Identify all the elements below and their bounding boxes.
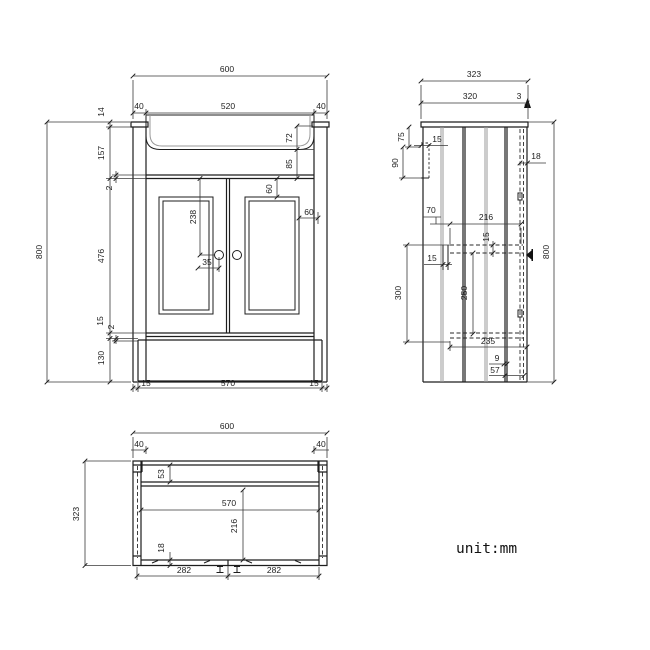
front-dimension-ticks [45,74,330,391]
dim-front-handle-offset: 35 [202,257,212,267]
dim-front-panel-top-inset: 60 [264,184,274,194]
dim-front-basin-to-doors: 85 [284,159,294,169]
dim-plan-corner-right: 40 [316,439,326,449]
front-view [34,64,329,392]
dim-front-door-height: 476 [96,248,106,264]
dim-plan-overall-width: 600 [219,421,235,431]
dim-side-overall-depth: 323 [466,69,482,79]
dim-front-bottom-reveal: 2 [106,324,116,330]
dim-plan-door-right-width: 282 [266,565,282,575]
dim-front-panel-side-inset: 60 [304,207,314,217]
dim-plan-interior-depth: 216 [229,518,239,534]
dim-side-back-gap: 3 [516,91,522,101]
plan-dimension-lines [85,433,329,580]
dim-front-handle-drop: 238 [188,209,198,225]
dim-side-rail-offset: 70 [426,205,436,215]
dim-front-basin-width: 520 [220,101,236,111]
side-dimension-ticks [401,79,557,385]
side-view [390,69,556,384]
plan-hinge-marks [152,561,301,564]
dim-front-overall-width: 600 [219,64,235,74]
dim-plan-overall-depth: 323 [71,506,81,522]
wall-bracket-hidden [421,143,429,178]
dim-plan-corner-left: 40 [134,439,144,449]
dim-plan-door-left-width: 282 [176,565,192,575]
dim-plan-back-rail-depth: 53 [156,469,166,479]
dim-front-post-left: 40 [134,101,144,111]
dim-side-support-width: 15 [427,253,437,263]
dim-plan-interior-width: 570 [221,498,237,508]
dim-side-shelf-thickness: 15 [481,232,491,242]
side-dimension-lines [399,81,554,382]
dim-side-shelf-depth: 216 [478,212,494,222]
basin-outline [146,115,314,150]
plan-dimension-ticks [83,431,330,579]
dim-front-post-right: 40 [316,101,326,111]
right-door-handle [233,251,242,260]
plan-door-bumper-icons [217,567,241,573]
dim-side-bracket-width: 15 [432,134,442,144]
dim-side-toe-depth: 57 [490,365,500,375]
dim-side-overall-height: 800 [541,244,551,260]
dim-front-plinth-height: 130 [96,350,106,366]
dim-side-shelf-height: 250 [459,285,469,301]
dim-front-overall-height: 800 [34,244,44,260]
front-dimension-lines [47,76,327,392]
dim-front-plinth-inset-right: 15 [309,378,319,388]
dim-side-bottom-depth: 235 [480,336,496,346]
dim-front-under-door-gap: 15 [95,316,105,326]
dim-side-toe-lip: 9 [494,353,500,363]
dim-side-door-thickness: 18 [531,151,541,161]
dim-plan-door-thickness: 18 [156,543,166,553]
dim-side-bracket-drop: 75 [396,132,406,142]
dim-front-plinth-width: 570 [220,378,236,388]
dim-front-cap-height: 14 [96,107,106,117]
plan-view [71,421,329,580]
dim-front-top-reveal: 2 [104,185,114,191]
dim-side-bracket-height: 90 [390,158,400,168]
dim-side-opening-height: 300 [393,285,403,301]
dim-front-basin-depth: 72 [284,133,294,143]
dim-front-upper-height: 157 [96,145,106,161]
unit-label: unit:mm [456,541,518,557]
dim-front-plinth-inset-left: 15 [141,378,151,388]
dim-side-top-depth: 320 [462,91,478,101]
